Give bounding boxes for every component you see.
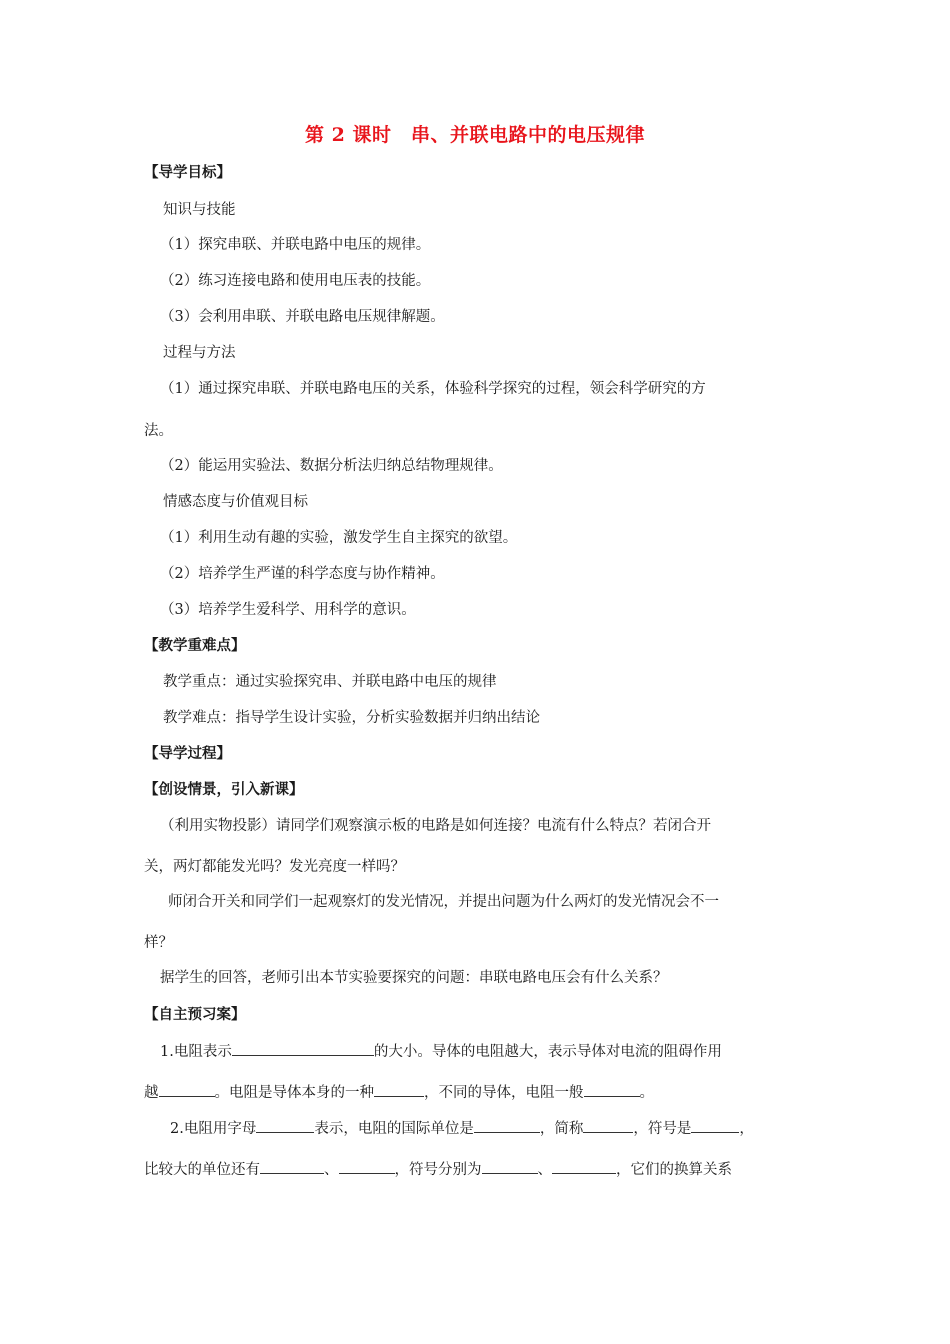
difficult-point: 教学难点：指导学生设计实验，分析实验数据并归纳出结论 xyxy=(163,710,540,726)
fill-blank[interactable] xyxy=(691,1118,739,1133)
preview-heading: 【自主预习案】 xyxy=(144,1006,246,1023)
q1-text-5: ，不同的导体，电阻一般 xyxy=(424,1085,584,1101)
fill-blank[interactable] xyxy=(584,1082,640,1097)
fill-blank[interactable] xyxy=(474,1118,540,1133)
q1-text-3: 越 xyxy=(144,1085,159,1101)
fill-blank[interactable] xyxy=(256,1118,314,1133)
knowledge-item-3: （3）会利用串联、并联电路电压规律解题。 xyxy=(160,309,445,325)
q2-text-7: 、 xyxy=(324,1162,339,1178)
scene-paragraph-1-line-2: 关，两灯都能发光吗？发光亮度一样吗？ xyxy=(144,859,405,875)
question-2-line-2 xyxy=(144,1159,732,1181)
question-2-line-1 xyxy=(170,1118,754,1140)
q1-text-4: 。电阻是导体本身的一种 xyxy=(214,1085,374,1101)
process-item-1-line-2: 法。 xyxy=(144,423,173,439)
q2-text-6: 比较大的单位还有 xyxy=(144,1162,260,1178)
q2-text-5: ， xyxy=(739,1121,754,1137)
page-title: 第 2 课时 串、并联电路中的电压规律 xyxy=(305,124,645,146)
knowledge-item-2: （2）练习连接电路和使用电压表的技能。 xyxy=(160,273,431,289)
scene-paragraph-2-line-1: 师闭合开关和同学们一起观察灯的发光情况，并提出问题为什么两灯的发光情况会不一 xyxy=(168,894,719,910)
scene-paragraph-1-line-1: （利用实物投影）请同学们观察演示板的电路是如何连接？电流有什么特点？若闭合开 xyxy=(160,818,711,834)
key-point: 教学重点：通过实验探究串、并联电路中电压的规律 xyxy=(163,674,497,690)
question-1-line-1 xyxy=(160,1041,722,1063)
q2-text-9: 、 xyxy=(537,1162,552,1178)
q1-text-1: 1.电阻表示 xyxy=(160,1044,232,1060)
q2-text-3: ，简称 xyxy=(539,1121,584,1137)
scene-paragraph-2-line-2: 样？ xyxy=(144,935,173,951)
scene-paragraph-3: 据学生的回答，老师引出本节实验要探究的问题：串联电路电压会有什么关系？ xyxy=(160,970,668,986)
fill-blank[interactable] xyxy=(482,1159,538,1174)
question-1-line-2 xyxy=(144,1082,654,1104)
emotion-item-3: （3）培养学生爱科学、用科学的意识。 xyxy=(160,602,416,618)
fill-blank[interactable] xyxy=(583,1118,633,1133)
fill-blank[interactable] xyxy=(159,1082,215,1097)
q2-text-1: 2.电阻用字母 xyxy=(170,1121,257,1137)
process-item-2: （2）能运用实验法、数据分析法归纳总结物理规律。 xyxy=(160,458,503,474)
emotion-item-1: （1）利用生动有趣的实验，激发学生自主探究的欲望。 xyxy=(160,530,518,546)
knowledge-heading: 知识与技能 xyxy=(163,202,236,218)
q2-text-10: ，它们的换算关系 xyxy=(616,1162,732,1178)
objectives-heading: 【导学目标】 xyxy=(144,164,231,181)
fill-blank[interactable] xyxy=(232,1041,374,1056)
q2-text-2: 表示，电阻的国际单位是 xyxy=(314,1121,474,1137)
q1-text-2: 的大小。导体的电阻越大，表示导体对电流的阻碍作用 xyxy=(373,1044,722,1060)
keypoints-heading: 【教学重难点】 xyxy=(144,637,246,654)
q2-text-4: ，符号是 xyxy=(633,1121,692,1137)
scene-heading: 【创设情景，引入新课】 xyxy=(144,781,304,798)
process-heading: 过程与方法 xyxy=(163,345,236,361)
guide-heading: 【导学过程】 xyxy=(144,745,231,762)
process-item-1-line-1: （1）通过探究串联、并联电路电压的关系，体验科学探究的过程，领会科学研究的方 xyxy=(160,381,706,397)
q2-text-8: ，符号分别为 xyxy=(394,1162,482,1178)
fill-blank[interactable] xyxy=(260,1159,324,1174)
q1-text-6: 。 xyxy=(639,1085,654,1101)
fill-blank[interactable] xyxy=(374,1082,424,1097)
fill-blank[interactable] xyxy=(339,1159,395,1174)
fill-blank[interactable] xyxy=(552,1159,616,1174)
emotion-item-2: （2）培养学生严谨的科学态度与协作精神。 xyxy=(160,566,445,582)
emotion-heading: 情感态度与价值观目标 xyxy=(163,494,308,510)
knowledge-item-1: （1）探究串联、并联电路中电压的规律。 xyxy=(160,237,431,253)
